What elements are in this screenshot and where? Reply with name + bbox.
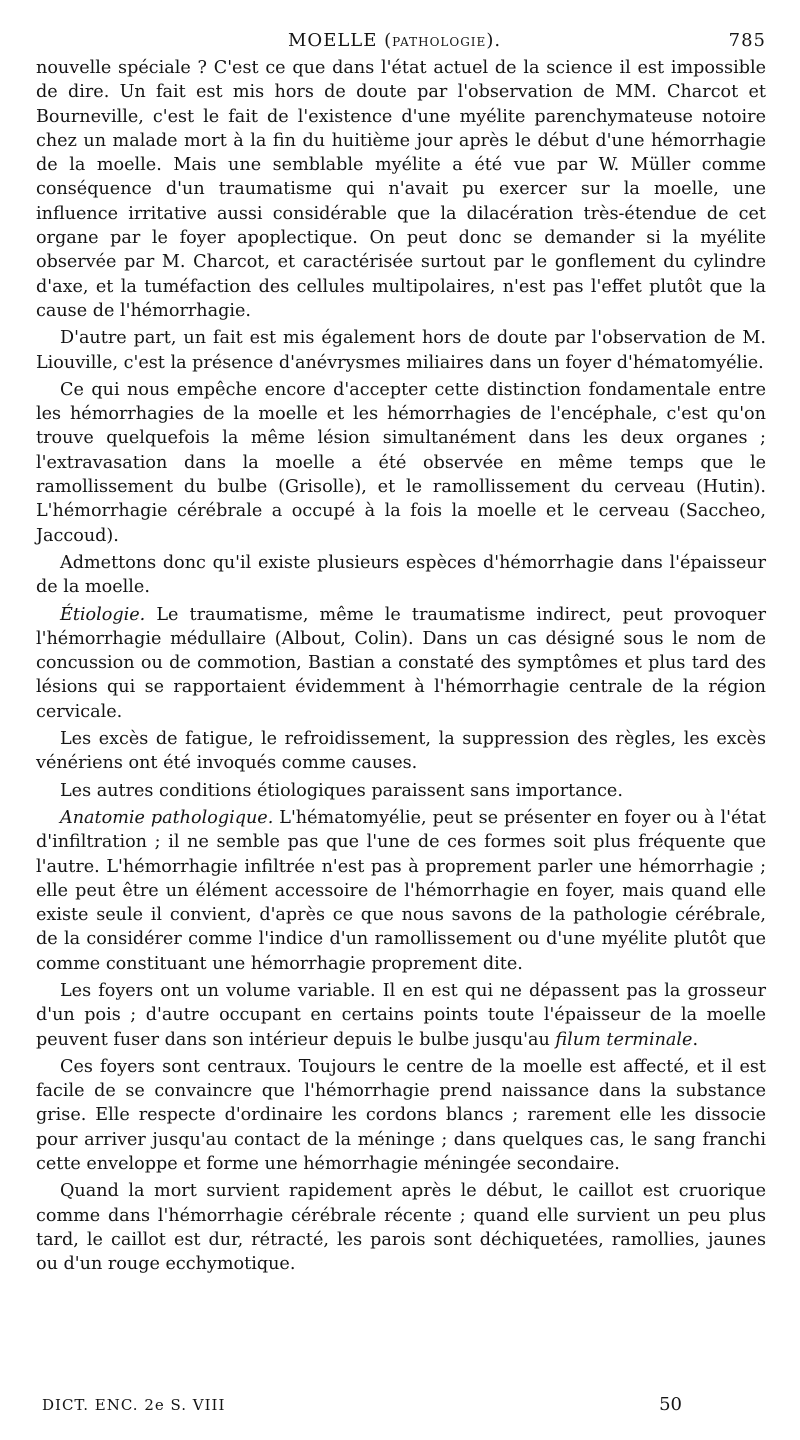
text-segment: Le traumatisme, même le traumatisme indirect, peut provoquer l'hémorrhagie médullaire (Albout, Colin). Dans un cas désigné sous le nom de concussion ou de commotion, Bastian a constaté des symptômes et plus tard des lésions qui se rapportaient évidemment à l'hémorrhagie centrale de la région cervicale. — [36, 604, 766, 722]
paragraph — [36, 603, 766, 724]
italic-text-segment: filum terminale — [555, 1029, 693, 1050]
paragraph — [36, 979, 766, 1052]
text-segment: D'autre part, un fait est mis également hors de doute par l'observation de M. Liouville, c'est la présence d'anévrysmes miliaires dans un foyer d'hématomyélie. — [36, 328, 766, 373]
running-head-title-subject: PATHOLOGIE — [392, 35, 487, 49]
italic-text-segment: Anatomie pathologique. — [60, 807, 274, 828]
paragraph — [36, 378, 766, 548]
running-head-title-end: ). — [486, 30, 502, 51]
text-segment: nouvelle spéciale ? C'est ce que dans l'état actuel de la science il est impossible de dire. Un fait est mis hors de doute par l'observation de MM. Charcot et Bourneville, c'est le fait de l'existence d'une myélite parenchymateuse notoire chez un malade mort à la fin du huitième jour après le début d'une hémorrhagie de la moelle. Mais une semblable myélite a été vue par W. Müller comme conséquence d'un traumatisme qui n'avait pu exercer sur la moelle, une influence irritative aussi considérable que la dilacération très-étendue de cet organe par le foyer apoplectique. On peut donc se demander si la myélite observée par M. Charcot, et caractérisée surtout par le gonflement du cylindre d'axe, et la tuméfaction des cellules multipolaires, n'est pas l'effet plutôt que la cause de l'hémorrhagie. — [36, 58, 766, 321]
paragraph — [36, 1055, 766, 1176]
page — [36, 22, 766, 1277]
running-head-title-main: MOELLE ( — [288, 30, 393, 51]
text-segment: Ces foyers sont centraux. Toujours le centre de la moelle est affecté, et il est facile de se convaincre que l'hémorrhagie prend naissance dans la substance grise. Elle respecte d'ordinaire les cordons blancs ; rarement elle les dissocie pour arriver jusqu'au contact de la méninge ; dans quelques cas, le sang franchi cette enveloppe et forme une hémorrhagie méningée secondaire. — [36, 1056, 766, 1175]
paragraph — [36, 727, 766, 776]
paragraph — [36, 551, 766, 600]
paragraph — [36, 326, 766, 375]
running-head — [36, 22, 766, 56]
text-segment: Ce qui nous empêche encore d'accepter cette distinction fondamentale entre les hémorrhagies de la moelle et les hémorrhagies de l'encéphale, c'est qu'on trouve quelquefois la même lésion simultanément dans les deux organes ; l'extravasation dans la moelle a été observée en même temps que le ramollissement du bulbe (Grisolle), et le ramollissement du cerveau (Hutin). L'hémorrhagie cérébrale a occupé à la fois la moelle et le cerveau (Saccheo, Jaccoud). — [36, 379, 766, 546]
page-number: 785 — [728, 30, 766, 51]
footer-signature: DICT. ENC. 2e S. VIII — [42, 1396, 226, 1414]
footer — [42, 1396, 682, 1420]
text-segment: Admettons donc qu'il existe plusieurs espèces d'hémorrhagie dans l'épaisseur de la moelle. — [36, 552, 766, 598]
paragraph — [36, 1179, 766, 1276]
paragraph — [36, 806, 766, 976]
text-segment: Les excès de fatigue, le refroidissement, la suppression des règles, les excès vénériens ont été invoqués comme causes. — [36, 729, 766, 774]
text-segment: Les foyers ont un volume variable. Il en est qui ne dépassent pas la grosseur d'un pois ; d'autre occupant en certains points toute l'épaisseur de la moelle peuvent fuser dans son intérieur depuis le bulbe jusqu'au — [36, 980, 766, 1050]
body-text — [36, 56, 766, 1277]
italic-text-segment: Étiologie. — [60, 604, 146, 625]
paragraph — [36, 779, 766, 803]
text-segment: L'hématomyélie, peut se présenter en foyer ou à l'état d'infiltration ; il ne semble pas que l'une de ces formes soit plus fréquente que l'autre. L'hémorrhagie infiltrée n'est pas à proprement parler une hémorrhagie ; elle peut être un élément accessoire de l'hémorrhagie en foyer, mais quand elle existe seule il convient, d'après ce que nous savons de la pathologie cérébrale, de la considérer comme l'indice d'un ramollissement ou d'une myélite plutôt que comme constituant une hémorrhagie proprement dite. — [36, 807, 766, 974]
text-segment: Les autres conditions étiologiques paraissent sans importance. — [60, 780, 623, 801]
text-segment: . — [692, 1029, 699, 1050]
paragraph — [36, 56, 766, 323]
footer-sheet-number: 50 — [659, 1394, 682, 1415]
text-segment: Quand la mort survient rapidement après le début, le caillot est cruorique comme dans l'hémorrhagie cérébrale récente ; quand elle survient un peu plus tard, le caillot est dur, rétracté, les parois sont déchiquetées, ramollies, jaunes ou d'un rouge ecchymotique. — [36, 1181, 766, 1275]
running-head-title — [288, 30, 501, 51]
